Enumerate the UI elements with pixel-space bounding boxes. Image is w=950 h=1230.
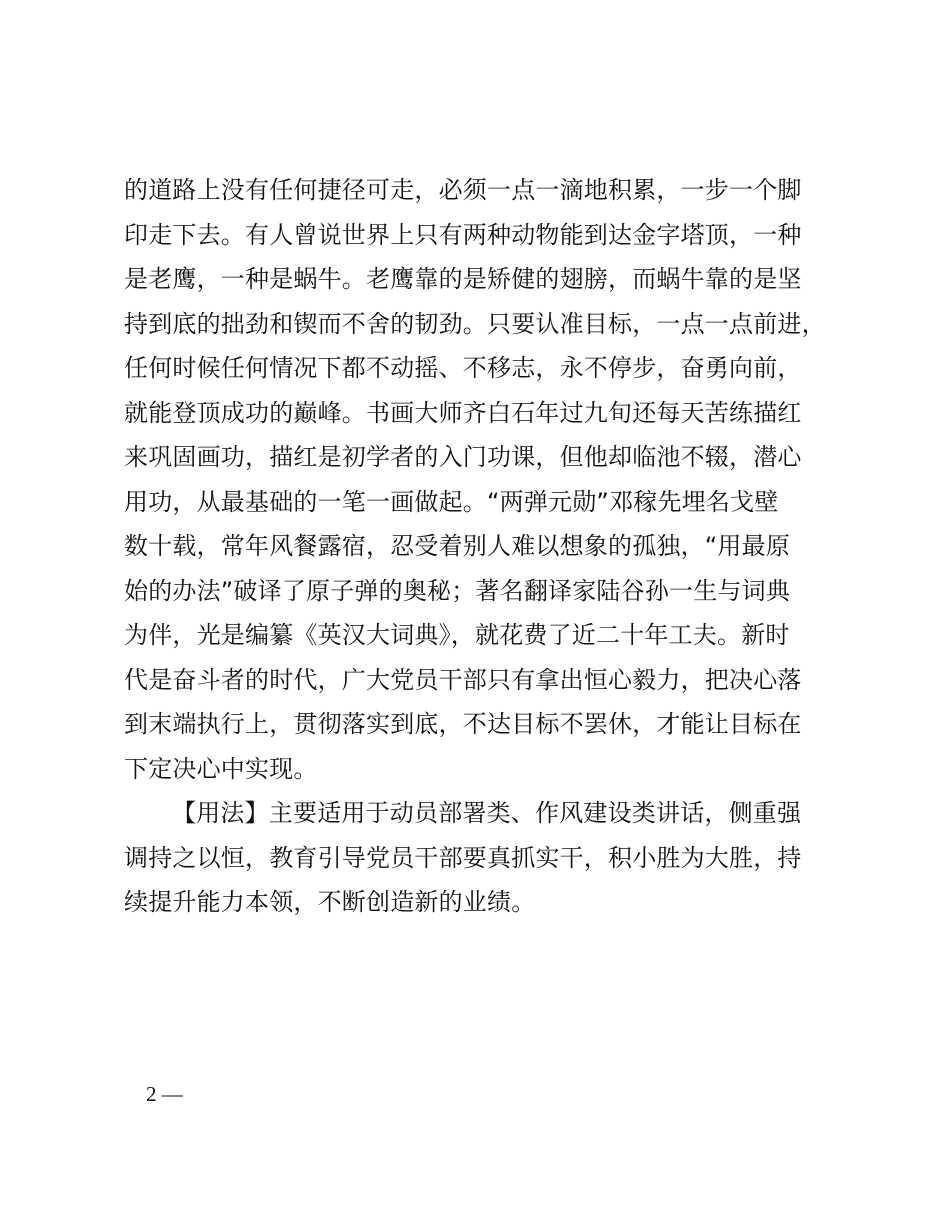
text-line: 到末端执行上，贯彻落实到底，不达目标不罢休，才能让目标在 <box>124 710 802 738</box>
document-body <box>124 168 854 925</box>
text-line: 任何时候任何情况下都不动摇、不移志，永不停步，奋勇向前， <box>124 354 802 382</box>
page-number: 2 — <box>146 1082 183 1106</box>
text-line: 为伴，光是编纂《英汉大词典》，就花费了近二十年工夫。新时 <box>124 621 790 649</box>
text-line: 续提升能力本领，不断创造新的业绩。 <box>124 888 536 916</box>
text-line: 下定决心中实现。 <box>124 754 318 783</box>
text-line: 持到底的拙劲和锲而不舍的韧劲。只要认准目标，一点一点前进， <box>124 309 826 338</box>
text-line: 数十载，常年风餐露宿，忍受着别人难以想象的孤独，“用最原 <box>124 532 791 560</box>
text-line: 的道路上没有任何捷径可走，必须一点一滴地积累，一步一个脚 <box>124 176 802 204</box>
text-line: 代是奋斗者的时代，广大党员干部只有拿出恒心毅力，把决心落 <box>124 665 802 694</box>
text-line: 来巩固画功，描红是初学者的入门功课，但他却临池不辍，潜心 <box>124 443 802 471</box>
text-line: 印走下去。有人曾说世界上只有两种动物能到达金字塔顶，一种 <box>124 220 802 249</box>
text-line: 【用法】主要适用于动员部署类、作风建设类讲话，侧重强 <box>172 799 802 827</box>
text-line: 用功，从最基础的一笔一画做起。“两弹元勋”邓稼先埋名戈壁 <box>124 487 779 516</box>
text-line: 调持之以恒，教育引导党员干部要真抓实干，积小胜为大胜，持 <box>124 843 802 872</box>
text-line: 就能登顶成功的巅峰。书画大师齐白石年过九旬还每天苦练描红 <box>124 398 802 427</box>
text-line: 始的办法”破译了原子弹的奥秘；著名翻译家陆谷孙一生与词典 <box>124 576 791 605</box>
paragraph-usage <box>124 791 854 925</box>
paragraph-1 <box>124 168 854 791</box>
text-line: 是老鹰，一种是蜗牛。老鹰靠的是矫健的翅膀，而蜗牛靠的是坚 <box>124 265 802 293</box>
